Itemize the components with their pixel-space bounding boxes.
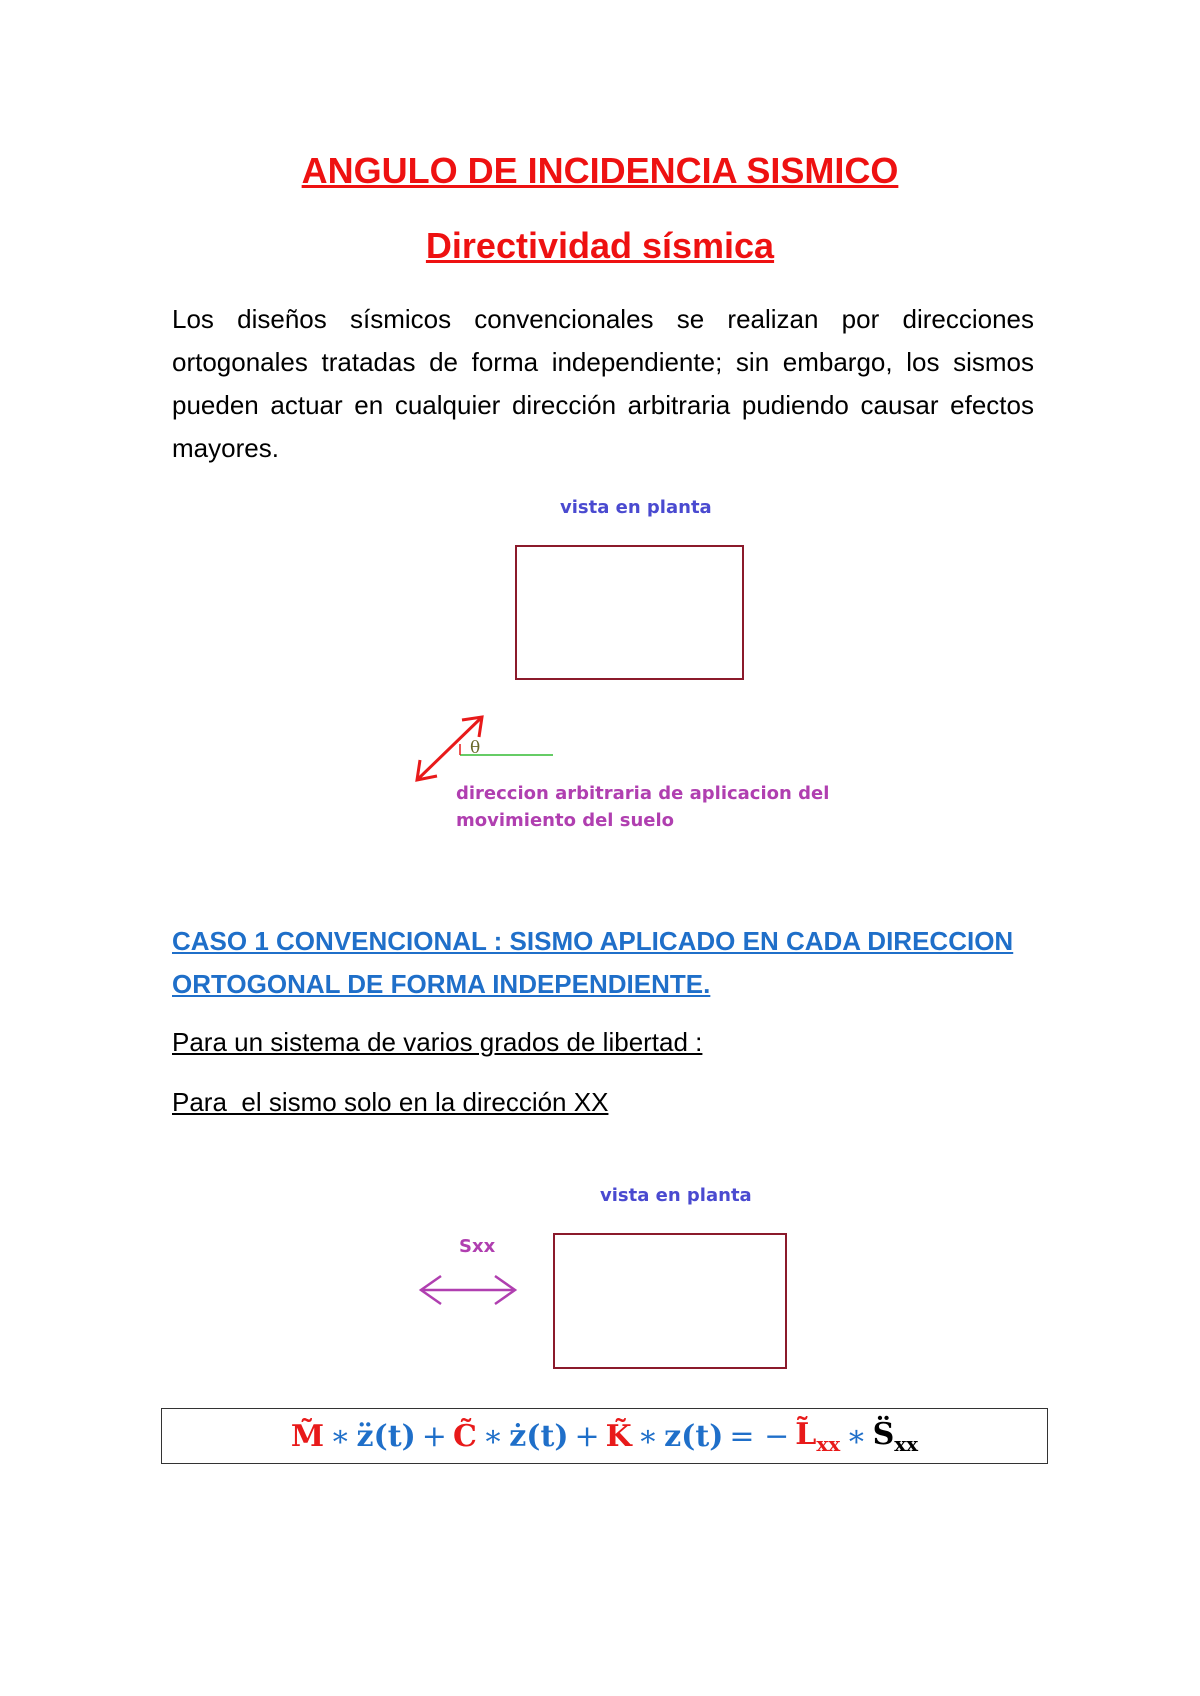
eq-plus-1: +	[421, 1418, 447, 1454]
eq-l-symbol: L̃	[795, 1416, 817, 1452]
eq-stiffness-matrix: K̃	[605, 1418, 632, 1454]
case1-heading-line1: CASO 1 CONVENCIONAL : SISMO APLICADO EN CADA DIRECCION	[172, 926, 1014, 956]
sxx-double-arrow-icon	[415, 1270, 525, 1310]
eq-time-3: (t)	[681, 1418, 724, 1454]
case1-heading-line2: ORTOGONAL DE FORMA INDEPENDIENTE.	[172, 969, 711, 999]
plan-view-box	[515, 545, 744, 680]
figure1-caption-line1: direccion arbitraria de aplicacion del	[456, 783, 830, 804]
angle-theta-symbol: θ	[470, 738, 481, 758]
eq-star-4: ∗	[846, 1418, 867, 1454]
eq-equals: = −	[729, 1418, 790, 1454]
figure1-label: vista en planta	[560, 497, 712, 518]
eq-displacement: z	[664, 1418, 682, 1454]
eq-s-symbol: S̈	[872, 1416, 895, 1452]
eq-ground-accel	[873, 1417, 919, 1456]
eq-star-3: ∗	[637, 1418, 659, 1454]
sxx-label: Sxx	[459, 1236, 496, 1257]
equation-of-motion	[161, 1408, 1048, 1464]
page-subtitle: Directividad sísmica	[425, 225, 775, 266]
eq-velocity: ż	[509, 1418, 527, 1454]
eq-accel: z̈	[356, 1418, 374, 1454]
page-title: ANGULO DE INCIDENCIA SISMICO	[301, 150, 899, 191]
eq-star-2: ∗	[482, 1418, 504, 1454]
case1-line1: Para un sistema de varios grados de libertad :	[172, 1027, 703, 1057]
case1-line2: Para el sismo solo en la dirección XX	[172, 1087, 609, 1117]
eq-damping-matrix: C̃	[452, 1418, 477, 1454]
eq-time-1: (t)	[373, 1418, 416, 1454]
eq-l-subscript: xx	[816, 1431, 841, 1456]
eq-s-subscript: xx	[894, 1431, 919, 1456]
intro-paragraph: Los diseños sísmicos convencionales se realizan por direcciones ortogonales tratadas de forma independiente; sin embargo, los sismos pueden actuar en cualquier dirección arbitraria pudiendo causar efectos mayores.	[172, 304, 1034, 463]
eq-star-1: ∗	[330, 1418, 351, 1454]
eq-plus-2: +	[574, 1418, 600, 1454]
figure2-label: vista en planta	[600, 1185, 752, 1206]
figure1-caption-line2: movimiento del suelo	[456, 810, 675, 831]
eq-participation	[795, 1417, 840, 1456]
plan-view-box-2	[553, 1233, 787, 1369]
eq-time-2: (t)	[526, 1418, 569, 1454]
eq-mass-matrix: M̃	[290, 1418, 325, 1454]
